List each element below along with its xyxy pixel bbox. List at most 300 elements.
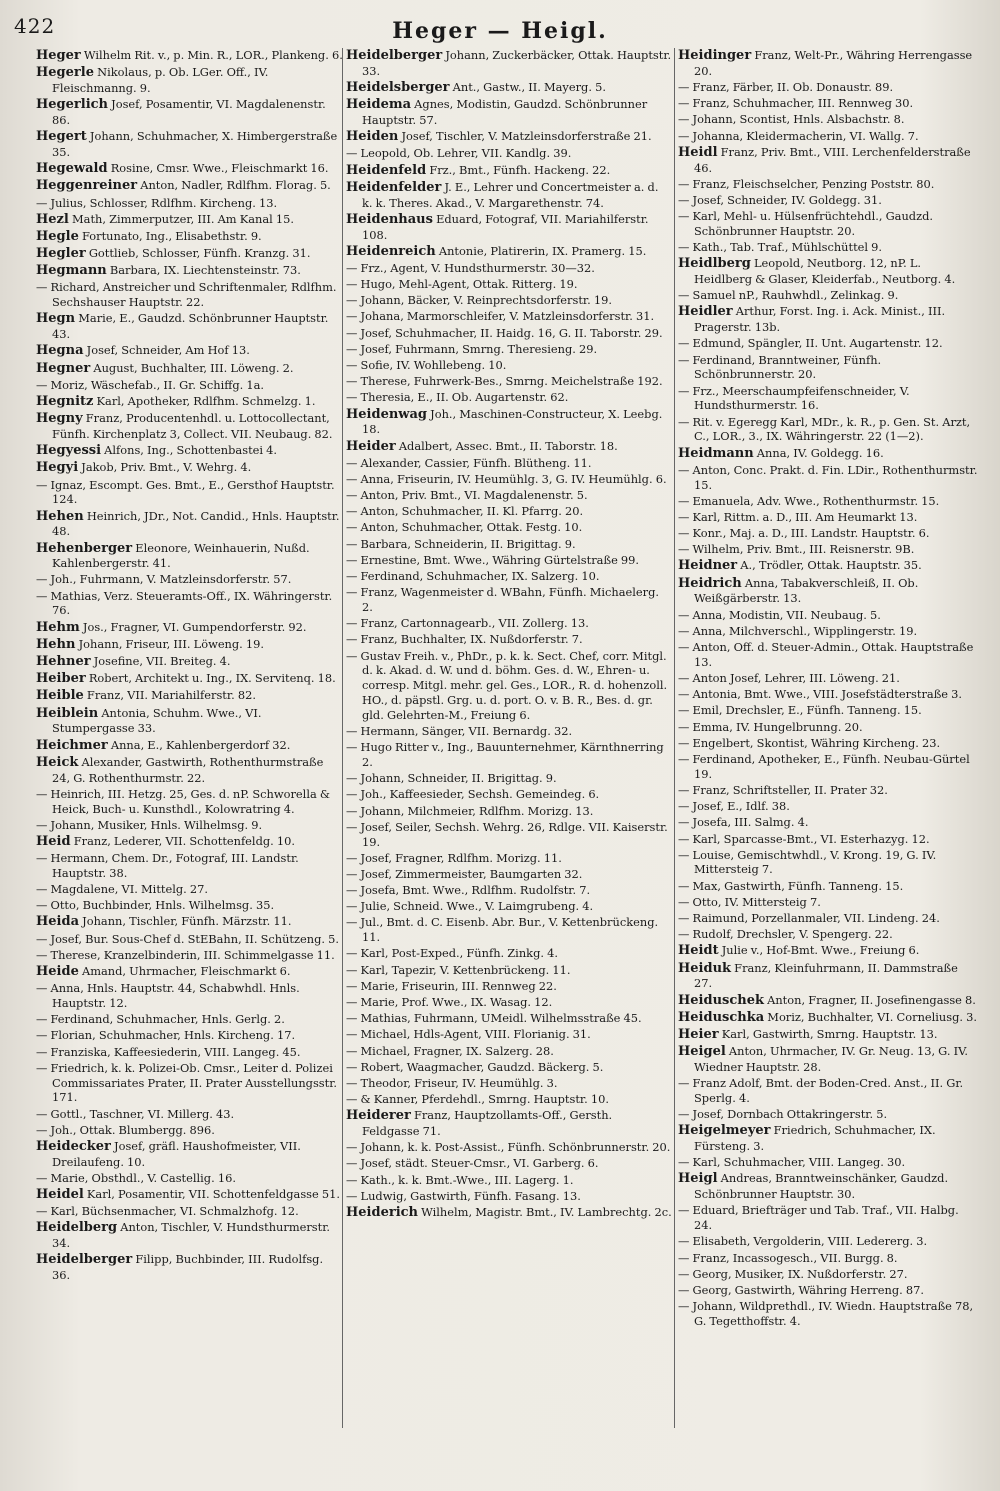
directory-entry — [678, 687, 978, 702]
directory-entry — [678, 1171, 978, 1202]
entry-text: Anton, Fragner, II. Josefinengasse 8. — [767, 992, 976, 1007]
entry-text: — Gustav Freih. v., PhDr., p. k. k. Sect. Chef, corr. Mitgl. d. k. Akad. d. W. und d. böhm. Ges. d. W., Ehren- u. corresp. Mitgl. mehr. gel. Ges., LOR., R. d. hohenzoll. HO., d. päpstl. Grg. u. d. port. O. v. B. R., Bes. d. gr. gld. Gelehrten-M., Freiung 6. — [346, 648, 668, 722]
entry-text: Moriz, Buchhalter, VI. Corneliusg. 3. — [767, 1009, 978, 1024]
entry-text: Franz, Priv. Bmt., VIII. Lerchenfelderstraße 46. — [694, 144, 971, 175]
directory-entry — [36, 178, 344, 194]
entry-text: — Karl, Sparcasse-Bmt., VI. Esterhazyg. 12. — [678, 831, 930, 846]
directory-entry — [346, 787, 672, 802]
directory-entry — [346, 632, 672, 647]
entry-text: — Johann, Schneider, II. Brigittag. 9. — [346, 771, 557, 786]
entry-text: Adalbert, Assec. Bmt., II. Taborstr. 18. — [398, 438, 618, 453]
directory-entry — [346, 899, 672, 914]
directory-entry — [36, 572, 344, 587]
directory-entry — [678, 720, 978, 735]
directory-entry — [678, 1234, 978, 1249]
directory-entry — [36, 851, 344, 881]
entry-text: Antonie, Platirerin, IX. Pramerg. 15. — [438, 243, 647, 258]
directory-entry — [36, 196, 344, 211]
directory-entry — [36, 246, 344, 262]
entry-surname: Heible — [36, 688, 84, 704]
directory-entry — [678, 353, 978, 383]
directory-entry — [346, 553, 672, 568]
directory-entry — [36, 671, 344, 687]
directory-entry — [678, 240, 978, 255]
directory-entry — [346, 1027, 672, 1042]
entry-surname: Heidt — [678, 943, 719, 959]
entry-text: — Josef, Seiler, Sechsh. Wehrg. 26, Rdlge. VII. Kaiserstr. 19. — [346, 819, 668, 849]
directory-entry — [346, 80, 672, 96]
column-2 — [346, 48, 672, 1478]
directory-entry — [36, 280, 344, 310]
entry-text: — Michael, Fragner, IX. Salzerg. 28. — [346, 1043, 554, 1058]
entry-text: — Anna, Friseurin, IV. Heumühlg. 3, G. IV. Heumühlg. 6. — [346, 471, 667, 486]
entry-text: — Rudolf, Drechsler, V. Spengerg. 22. — [678, 927, 893, 942]
entry-text: — Sofie, IV. Wohllebeng. 10. — [346, 358, 507, 372]
directory-entry — [346, 48, 672, 79]
entry-surname: Hegert — [36, 129, 87, 145]
directory-entry — [36, 1107, 344, 1122]
directory-entry — [36, 541, 344, 572]
entry-text: Math, Zimmerputzer, III. Am Kanal 15. — [72, 211, 295, 226]
entry-text: — Engelbert, Skontist, Währing Kircheng. 23. — [678, 735, 941, 750]
entry-surname: Heichmer — [36, 737, 108, 753]
entry-surname: Hehenberger — [36, 540, 133, 556]
directory-entry — [678, 526, 978, 541]
directory-entry — [36, 1252, 344, 1283]
directory-entry — [36, 129, 344, 160]
directory-entry — [36, 361, 344, 377]
directory-entry — [36, 1187, 344, 1203]
entry-text: Ant., Gastw., II. Mayerg. 5. — [452, 79, 606, 94]
entry-surname: Heidecker — [36, 1138, 111, 1154]
entry-text: — Franz, Färber, II. Ob. Donaustr. 89. — [678, 79, 894, 94]
entry-text: — Magdalene, VI. Mittelg. 27. — [36, 882, 209, 897]
entry-text: — Antonia, Bmt. Wwe., VIII. Josefstädterstraße 3. — [678, 687, 963, 702]
directory-entry — [36, 460, 344, 476]
column-divider — [674, 48, 675, 1428]
entry-text: Franz, Welt-Pr., Währing Herrengasse 20. — [694, 48, 973, 78]
entry-text: Gottlieb, Schlosser, Fünfh. Kranzg. 31. — [88, 246, 311, 261]
entry-surname: Heier — [678, 1026, 719, 1042]
entry-text: — Theodor, Friseur, IV. Heumühlg. 3. — [346, 1075, 558, 1090]
entry-text: — Ernestine, Bmt. Wwe., Währing Gürtelstraße 99. — [346, 552, 640, 567]
directory-entry — [346, 520, 672, 535]
entry-text: Anton, Nadler, Rdlfhm. Florag. 5. — [140, 178, 331, 193]
directory-entry — [346, 1011, 672, 1026]
entry-text: — Barbara, Schneiderin, II. Brigittag. 9. — [346, 536, 576, 551]
entry-text: — Max, Gastwirth, Fünfh. Tanneng. 15. — [678, 878, 904, 893]
directory-entry — [36, 1045, 344, 1060]
directory-entry — [346, 883, 672, 898]
entry-text: Franz, Producentenhdl. u. Lottocollectant, Fünfh. Kirchenplatz 3, Collect. VII. Neubaug. 82. — [52, 411, 333, 441]
entry-surname: Heidenhaus — [346, 211, 433, 227]
directory-entry — [36, 834, 344, 850]
entry-text: Arthur, Forst. Ing. i. Ack. Minist., III. Pragerstr. 13b. — [694, 304, 946, 335]
directory-entry — [36, 263, 344, 279]
directory-entry — [346, 407, 672, 438]
directory-entry — [346, 946, 672, 961]
directory-entry — [678, 463, 978, 493]
directory-entry — [346, 569, 672, 584]
entry-surname: Heidelberger — [346, 48, 443, 63]
entry-surname: Heiduschka — [678, 1009, 765, 1025]
directory-entry — [678, 783, 978, 798]
entry-surname: Hehm — [36, 619, 80, 635]
directory-entry — [346, 129, 672, 145]
entry-surname: Heiduk — [678, 960, 732, 976]
directory-entry — [678, 832, 978, 847]
directory-entry — [346, 1060, 672, 1075]
directory-entry — [678, 256, 978, 287]
entry-text: — Josef, Schneider, IV. Goldegg. 31. — [678, 192, 882, 207]
entry-text: — Karl, Post-Exped., Fünfh. Zinkg. 4. — [346, 946, 558, 961]
directory-entry — [36, 1139, 344, 1170]
directory-entry — [36, 411, 344, 442]
directory-entry — [36, 882, 344, 897]
entry-text: — Joh., Ottak. Blumbergg. 896. — [36, 1122, 215, 1137]
directory-entry — [678, 640, 978, 670]
entry-surname: Heidema — [346, 97, 412, 113]
directory-entry — [678, 576, 978, 607]
entry-text: — Robert, Waagmacher, Gaudzd. Bäckerg. 5. — [346, 1059, 604, 1074]
directory-entry — [346, 537, 672, 552]
entry-text: — Konr., Maj. a. D., III. Landstr. Hauptstr. 6. — [678, 526, 930, 541]
entry-text: — Anna, Milchverschl., Wipplingerstr. 19. — [678, 623, 918, 638]
directory-entry — [346, 1044, 672, 1059]
entry-text: — Josefa, Bmt. Wwe., Rdlfhm. Rudolfstr. 7. — [346, 883, 591, 898]
entry-text: Johann, Schuhmacher, X. Himbergerstraße 35. — [52, 129, 338, 159]
directory-entry — [678, 608, 978, 623]
directory-entry — [346, 504, 672, 519]
entry-text: — Jul., Bmt. d. C. Eisenb. Abr. Bur., V. Kettenbrückeng. 11. — [346, 915, 659, 945]
directory-entry — [346, 995, 672, 1010]
entry-text: — Georg, Musiker, IX. Nußdorferstr. 27. — [678, 1266, 908, 1281]
entry-text: — Josef, Schuhmacher, II. Haidg. 16, G. II. Taborstr. 29. — [346, 325, 663, 340]
entry-text: — Josef, Zimmermeister, Baumgarten 32. — [346, 866, 583, 881]
entry-text: — Gottl., Taschner, VI. Millerg. 43. — [36, 1106, 235, 1121]
entry-text: Jakob, Priv. Bmt., V. Wehrg. 4. — [81, 460, 252, 475]
directory-entry — [36, 948, 344, 963]
directory-entry — [346, 342, 672, 357]
directory-entry — [678, 542, 978, 557]
entry-text: Agnes, Modistin, Gaudzd. Schönbrunner Hauptstr. 57. — [362, 97, 648, 127]
directory-entry — [678, 1251, 978, 1266]
entry-text: — Ferdinand, Schuhmacher, IX. Salzerg. 10. — [346, 569, 600, 584]
entry-surname: Heiderer — [346, 1108, 411, 1124]
entry-text: — Hugo, Mehl-Agent, Ottak. Ritterg. 19. — [346, 277, 578, 292]
entry-text: — Franz, Fleischselcher, Penzing Poststr. 80. — [678, 176, 935, 191]
entry-text: — Anton, Schuhmacher, Ottak. Festg. 10. — [346, 520, 583, 535]
directory-entry — [678, 177, 978, 192]
entry-text: Josef, Posamentir, VI. Magdalenenstr. 86. — [52, 97, 326, 127]
entry-text: — Eduard, Briefträger und Tab. Traf., VII. Halbg. 24. — [678, 1203, 959, 1233]
entry-text: — Theresia, E., II. Ob. Augartenstr. 62. — [346, 390, 569, 405]
directory-entry — [346, 616, 672, 631]
entry-surname: Heidel — [36, 1187, 84, 1203]
entry-text: Filipp, Buchbinder, III. Rudolfsg. 36. — [52, 1252, 324, 1283]
entry-text: — Mathias, Fuhrmann, UMeidl. Wilhelmsstraße 45. — [346, 1011, 642, 1026]
entry-text: — Ferdinand, Schuhmacher, Hnls. Gerlg. 2. — [36, 1012, 285, 1027]
entry-text: Josef, Schneider, Am Hof 13. — [86, 343, 250, 358]
directory-entry — [678, 1123, 978, 1154]
directory-entry — [36, 509, 344, 540]
directory-entry — [678, 895, 978, 910]
directory-entry — [346, 585, 672, 615]
entry-surname: Heidenfeld — [346, 162, 427, 178]
entry-text: — Marie, Obsthdl., V. Castellig. 16. — [36, 1170, 236, 1185]
directory-entry — [346, 456, 672, 471]
entry-surname: Hegewald — [36, 161, 108, 177]
entry-text: Karl, Apotheker, Rdlfhm. Schmelzg. 1. — [96, 393, 316, 408]
entry-surname: Heidlberg — [678, 256, 751, 272]
entry-text: Franz, VII. Mariahilferstr. 82. — [86, 688, 256, 703]
directory-entry — [678, 1027, 978, 1043]
entry-surname: Heidenreich — [346, 243, 436, 259]
entry-text: — Samuel nP., Rauhwhdl., Zelinkag. 9. — [678, 288, 899, 303]
directory-entry — [36, 755, 344, 786]
directory-entry — [678, 80, 978, 95]
directory-entry — [678, 193, 978, 208]
directory-entry — [678, 1107, 978, 1122]
entry-text: — Anton, Schuhmacher, II. Kl. Pfarrg. 20. — [346, 504, 584, 519]
entry-text: — & Kanner, Pferdehdl., Smrng. Hauptstr. 10. — [346, 1092, 609, 1107]
directory-entry — [678, 799, 978, 814]
entry-text: — Johann, Scontist, Hnls. Alsbachstr. 8. — [678, 112, 905, 127]
directory-entry — [678, 993, 978, 1009]
entry-text: — Anton Josef, Lehrer, III. Löweng. 21. — [678, 671, 900, 686]
entry-text: — Johann, Milchmeier, Rdlfhm. Morizg. 13. — [346, 803, 594, 818]
directory-entry — [36, 818, 344, 833]
entry-surname: Heida — [36, 914, 80, 930]
directory-entry — [346, 1205, 672, 1221]
entry-text: — Franz, Buchhalter, IX. Nußdorferstr. 7. — [346, 632, 583, 647]
directory-entry — [678, 815, 978, 830]
entry-text: — Wilhelm, Priv. Bmt., III. Reisnerstr. 9B. — [678, 542, 915, 557]
directory-entry — [36, 48, 344, 64]
entry-surname: Hegyessi — [36, 443, 102, 459]
directory-entry — [346, 146, 672, 161]
entry-surname: Hehn — [36, 636, 76, 652]
directory-entry — [678, 1076, 978, 1106]
entry-text: — Raimund, Porzellanmaler, VII. Lindeng. 24. — [678, 911, 940, 926]
entry-text: — Anton, Off. d. Steuer-Admin., Ottak. Hauptstraße 13. — [678, 640, 974, 669]
entry-surname: Heigl — [678, 1171, 718, 1187]
entry-surname: Heidelberg — [36, 1220, 118, 1236]
entry-text: Anna, IV. Goldegg. 16. — [756, 445, 884, 460]
entry-text: Franz, Kleinfuhrmann, II. Dammstraße 27. — [694, 960, 958, 991]
entry-text: — Ferdinand, Apotheker, E., Fünfh. Neubau-Gürtel 19. — [678, 751, 970, 781]
directory-entry — [678, 1203, 978, 1233]
directory-entry — [36, 1028, 344, 1043]
directory-entry — [346, 851, 672, 866]
entry-text: Julie v., Hof-Bmt. Wwe., Freiung 6. — [721, 943, 920, 958]
directory-entry — [36, 212, 344, 228]
directory-entry — [36, 343, 344, 359]
entry-surname: Heidenwag — [346, 406, 428, 422]
directory-entry — [346, 1076, 672, 1091]
entry-surname: Heick — [36, 754, 79, 770]
entry-text: Josef, gräfl. Haushofmeister, VII. Dreilaufeng. 10. — [52, 1138, 301, 1169]
entry-text: — Josef, Dornbach Ottakringerstr. 5. — [678, 1107, 888, 1122]
entry-text: August, Buchhalter, III. Löweng. 2. — [93, 360, 294, 375]
directory-entry — [346, 963, 672, 978]
entry-text: — Marie, Friseurin, III. Rennweg 22. — [346, 978, 557, 993]
directory-entry — [678, 1299, 978, 1329]
entry-text: — Friedrich, k. k. Polizei-Ob. Cmsr., Leiter d. Polizei Commissariates Prater, II. Prater Ausstellungsstr. 171. — [36, 1060, 338, 1105]
entry-text: Barbara, IX. Liechtensteinstr. 73. — [109, 263, 301, 278]
entry-text: — Franz, Incassogesch., VII. Burgg. 8. — [678, 1250, 898, 1265]
directory-entry — [36, 738, 344, 754]
entry-surname: Heidler — [678, 304, 733, 320]
directory-entry — [36, 637, 344, 653]
entry-text: Marie, E., Gaudzd. Schönbrunner Hauptstr. 43. — [52, 311, 329, 342]
entry-text: — Kath., k. k. Bmt.-Wwe., III. Lagerg. 1. — [346, 1172, 574, 1187]
column-3 — [678, 48, 978, 1478]
entry-surname: Heggenreiner — [36, 178, 138, 194]
entry-text: — Richard, Anstreicher und Schriftenmaler, Rdlfhm. Sechshauser Hauptstr. 22. — [36, 280, 337, 310]
entry-text: — Michael, Hdls-Agent, VIII. Florianig. 31. — [346, 1027, 591, 1042]
entry-text: Anna, E., Kahlenbergerdorf 32. — [110, 737, 291, 752]
entry-text: — Leopold, Ob. Lehrer, VII. Kandlg. 39. — [346, 146, 572, 161]
directory-entry — [36, 1061, 344, 1105]
entry-text: — Johann, Wildprethdl., IV. Wiedn. Hauptstraße 78, G. Tegetthoffstr. 4. — [678, 1299, 974, 1328]
directory-entry — [678, 96, 978, 111]
entry-surname: Hezl — [36, 211, 69, 227]
entry-text: — Georg, Gastwirth, Währing Herreng. 87. — [678, 1283, 924, 1298]
entry-text: — Frz., Meerschaumpfeifenschneider, V. Hundsthurmerstr. 16. — [678, 383, 910, 413]
entry-surname: Heidner — [678, 558, 738, 574]
entry-text: — Louise, Gemischtwhdl., V. Krong. 19, G. IV. Mittersteig 7. — [678, 847, 937, 877]
directory-entry — [36, 688, 344, 704]
entry-text: — Florian, Schuhmacher, Hnls. Kircheng. 17. — [36, 1028, 296, 1043]
directory-entry — [678, 736, 978, 751]
entry-text: — Emma, IV. Hungelbrunng. 20. — [678, 719, 863, 734]
entry-text: — Anna, Hnls. Hauptstr. 44, Schabwhdl. Hnls. Hauptstr. 12. — [36, 981, 300, 1011]
entry-text: Josef, Tischler, V. Matzleinsdorferstraße 21. — [401, 129, 652, 144]
entry-text: — Josef, Bur. Sous-Chef d. StEBahn, II. Schützeng. 5. — [36, 931, 339, 946]
directory-entry — [346, 724, 672, 739]
directory-entry — [36, 1204, 344, 1219]
entry-text: Anna, Tabakverschleiß, II. Ob. Weißgärberstr. 13. — [694, 575, 919, 606]
directory-entry — [36, 394, 344, 410]
entry-text: Franz, Lederer, VII. Schottenfeldg. 10. — [73, 833, 296, 848]
entry-text: Joh., Maschinen-Constructeur, X. Leebg. 18. — [362, 406, 663, 437]
entry-text: — Emanuela, Adv. Wwe., Rothenthurmstr. 15. — [678, 493, 940, 508]
directory-entry — [346, 293, 672, 308]
entry-surname: Hehen — [36, 508, 84, 524]
directory-entry — [678, 879, 978, 894]
directory-entry — [346, 740, 672, 770]
directory-entry — [678, 1044, 978, 1075]
directory-entry — [346, 915, 672, 945]
directory-entry — [36, 378, 344, 393]
directory-entry — [346, 374, 672, 389]
entry-text: Wilhelm, Magistr. Bmt., IV. Lambrechtg. 2c. — [421, 1205, 672, 1220]
entry-text: — Anna, Modistin, VII. Neubaug. 5. — [678, 607, 881, 622]
entry-surname: Hegle — [36, 228, 79, 244]
directory-entry — [346, 277, 672, 292]
entry-text: — Frz., Agent, V. Hundsthurmerstr. 30—32. — [346, 260, 595, 275]
directory-entry — [36, 161, 344, 177]
entry-text: — Karl, Büchsenmacher, VI. Schmalzhofg. 12. — [36, 1204, 299, 1219]
entry-surname: Heidelsberger — [346, 79, 450, 95]
entry-text: — Franz, Wagenmeister d. WBahn, Fünfh. Michaelerg. 2. — [346, 585, 660, 615]
directory-entry — [36, 914, 344, 930]
entry-surname: Heidinger — [678, 48, 752, 63]
entry-surname: Hehner — [36, 654, 91, 670]
directory-entry — [36, 229, 344, 245]
directory-entry — [36, 787, 344, 817]
entry-text: Alexander, Gastwirth, Rothenthurmstraße 24, G. Rothenthurmstr. 22. — [52, 754, 324, 785]
directory-entry — [346, 309, 672, 324]
entry-surname: Hegnitz — [36, 393, 94, 409]
directory-entry — [346, 390, 672, 405]
directory-entry — [678, 288, 978, 303]
entry-text: — Josefa, III. Salmg. 4. — [678, 815, 809, 830]
entry-text: — Emil, Drechsler, E., Fünfh. Tanneng. 15. — [678, 703, 922, 718]
directory-entry — [346, 867, 672, 882]
directory-entry — [678, 494, 978, 509]
entry-text: — Hermann, Chem. Dr., Fotograf, III. Landstr. Hauptstr. 38. — [36, 851, 299, 880]
directory-entry — [36, 97, 344, 128]
entry-text: Johann, Tischler, Fünfh. Märzstr. 11. — [82, 914, 292, 929]
entry-text: Antonia, Schuhm. Wwe., VI. Stumpergasse 33. — [52, 705, 262, 736]
entry-text: — Josef, E., Idlf. 38. — [678, 799, 790, 814]
entry-text: — Mathias, Verz. Steueramts-Off., IX. Währingerstr. 76. — [36, 588, 333, 618]
entry-text: Heinrich, JDr., Not. Candid., Hnls. Hauptstr. 48. — [52, 508, 340, 539]
directory-entry — [678, 1010, 978, 1026]
entry-text: — Heinrich, III. Hetzg. 25, Ges. d. nP. Schworella & Heick, Buch- u. Kunsthdl., Kolowratring 4. — [36, 786, 331, 816]
entry-surname: Hegler — [36, 246, 86, 262]
directory-entry — [346, 439, 672, 455]
page-header — [0, 0, 1000, 48]
directory-entry — [678, 112, 978, 127]
directory-entry — [678, 1155, 978, 1170]
directory-entry — [346, 261, 672, 276]
entry-text: — Josef, Fuhrmann, Smrng. Theresieng. 29. — [346, 341, 598, 356]
directory-entry — [678, 558, 978, 574]
directory-entry — [346, 649, 672, 723]
entry-text: J. E., Lehrer und Concertmeister a. d. k. k. Theres. Akad., V. Margarethenstr. 74. — [362, 179, 659, 210]
directory-entry — [346, 1140, 672, 1155]
entry-text: — Joh., Kaffeesieder, Sechsh. Gemeindeg. 6. — [346, 787, 600, 802]
directory-entry — [346, 820, 672, 850]
entry-text: — Anton, Priv. Bmt., VI. Magdalenenstr. 5. — [346, 488, 588, 503]
entry-text: — Johann, Musiker, Hnls. Wilhelmsg. 9. — [36, 817, 263, 832]
directory-entry — [346, 358, 672, 373]
entry-text: — Therese, Fuhrwerk-Bes., Smrng. Meichelstraße 192. — [346, 374, 663, 389]
entry-text: — Julius, Schlosser, Rdlfhm. Kircheng. 13. — [36, 195, 278, 210]
directory-entry — [678, 129, 978, 144]
entry-text: Nikolaus, p. Ob. LGer. Off., IV. Fleischmanng. 9. — [52, 65, 269, 95]
directory-entry — [346, 244, 672, 260]
entry-text: — Moriz, Wäschefab., II. Gr. Schiffg. 1a. — [36, 377, 265, 392]
directory-entry — [678, 1267, 978, 1282]
directory-entry — [36, 1123, 344, 1138]
entry-text: Jos., Fragner, VI. Gumpendorferstr. 92. — [82, 619, 307, 634]
entry-text: — Josef, städt. Steuer-Cmsr., VI. Garberg. 6. — [346, 1156, 599, 1171]
entry-text: Wilhelm Rit. v., p. Min. R., LOR., Plankeng. 6. — [83, 48, 343, 62]
running-head: Heger — Heigl. — [392, 18, 608, 44]
directory-entry — [36, 706, 344, 737]
directory-entry — [678, 927, 978, 942]
directory-entry — [36, 654, 344, 670]
directory-entry — [678, 671, 978, 686]
directory-entry — [678, 384, 978, 414]
entry-surname: Hegn — [36, 311, 76, 327]
directory-entry — [346, 472, 672, 487]
entry-surname: Hegna — [36, 343, 84, 359]
